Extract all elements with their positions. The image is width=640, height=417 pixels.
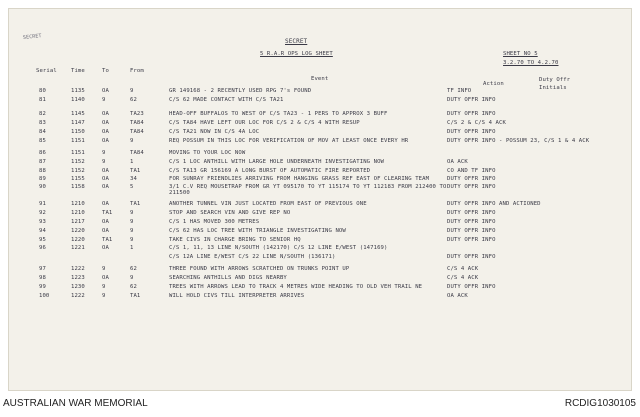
- serial-cell: 98: [39, 275, 46, 281]
- time-cell: 1217: [71, 219, 85, 225]
- sheet-number: SHEET NO 5: [503, 51, 538, 57]
- time-cell: 1147: [71, 120, 85, 126]
- to-cell: OA: [102, 129, 109, 135]
- column-header-from: From: [130, 68, 144, 74]
- action-cell: CO AND TF INFO: [447, 168, 496, 174]
- serial-cell: 91: [39, 201, 46, 207]
- serial-cell: 82: [39, 111, 46, 117]
- action-cell: C/S 2 & C/S 4 ACK: [447, 120, 506, 126]
- action-cell: DUTY OFFR INFO: [447, 129, 496, 135]
- column-header-initials: Initials: [539, 85, 567, 91]
- from-cell: TA84: [130, 150, 144, 156]
- time-cell: 1222: [71, 293, 85, 299]
- serial-cell: 86: [39, 150, 46, 156]
- serial-cell: 94: [39, 228, 46, 234]
- event-cell: STOP AND SEARCH VIN AND GIVE REP NO: [169, 210, 291, 216]
- to-cell: OA: [102, 228, 109, 234]
- to-cell: OA: [102, 275, 109, 281]
- time-cell: 1158: [71, 184, 85, 190]
- from-cell: TA1: [130, 201, 141, 207]
- serial-cell: 81: [39, 97, 46, 103]
- to-cell: 9: [102, 284, 106, 290]
- serial-cell: 100: [39, 293, 50, 299]
- from-cell: 9: [130, 210, 134, 216]
- to-cell: TA1: [102, 237, 113, 243]
- time-cell: 1223: [71, 275, 85, 281]
- time-cell: 1140: [71, 97, 85, 103]
- event-cell: REQ POSSUM IN THIS LOC FOR VERIFICATION OF MOV AT LEAST ONCE EVERY HR: [169, 138, 409, 144]
- to-cell: TA1: [102, 210, 113, 216]
- from-cell: 9: [130, 228, 134, 234]
- event-cell: ANOTHER TUNNEL VIN JUST LOCATED FROM EAST OF PREVIOUS ONE: [169, 201, 367, 207]
- footer-archive-name: AUSTRALIAN WAR MEMORIAL: [3, 398, 148, 409]
- event-cell: SEARCHING ANTHILLS AND DIGS NEARBY: [169, 275, 287, 281]
- from-cell: 9: [130, 138, 134, 144]
- from-cell: TA23: [130, 111, 144, 117]
- to-cell: OA: [102, 111, 109, 117]
- to-cell: OA: [102, 176, 109, 182]
- action-cell: DUTY OFFR INFO AND ACTIONED: [447, 201, 541, 207]
- event-cell: TAKE CIVS IN CHARGE BRING TO SENIOR HQ: [169, 237, 301, 243]
- column-header-action: Action: [483, 81, 504, 87]
- from-cell: 62: [130, 284, 137, 290]
- to-cell: 9: [102, 266, 106, 272]
- time-cell: 1150: [71, 129, 85, 135]
- from-cell: TA1: [130, 293, 141, 299]
- action-cell: DUTY OFFR INFO: [447, 284, 496, 290]
- to-cell: OA: [102, 201, 109, 207]
- time-cell: 1221: [71, 245, 85, 251]
- action-cell: DUTY OFFR INFO: [447, 111, 496, 117]
- to-cell: 9: [102, 159, 106, 165]
- from-cell: 9: [130, 88, 134, 94]
- from-cell: 62: [130, 97, 137, 103]
- action-cell: TF INFO: [447, 88, 472, 94]
- from-cell: 1: [130, 245, 134, 251]
- serial-cell: 84: [39, 129, 46, 135]
- from-cell: 9: [130, 275, 134, 281]
- from-cell: TA1: [130, 168, 141, 174]
- event-cell: THREE FOUND WITH ARROWS SCRATCHED ON TRUNKS POINT UP: [169, 266, 350, 272]
- event-cell: C/S TA21 NOW IN C/S 4A LOC: [169, 129, 260, 135]
- serial-cell: 92: [39, 210, 46, 216]
- sheet-date: 3.2.70 TO 4.2.70: [503, 60, 559, 66]
- event-cell: GR 149168 - 2 RECENTLY USED RPG 7's FOUND: [169, 88, 312, 94]
- event-cell: C/S TA13 GR 156169 A LONG BURST OF AUTOMATIC FIRE REPORTED: [169, 168, 371, 174]
- from-cell: 9: [130, 219, 134, 225]
- to-cell: OA: [102, 120, 109, 126]
- column-header-event: Event: [311, 76, 329, 82]
- time-cell: 1230: [71, 284, 85, 290]
- to-cell: 9: [102, 97, 106, 103]
- serial-cell: 97: [39, 266, 46, 272]
- serial-cell: 95: [39, 237, 46, 243]
- time-cell: 1210: [71, 201, 85, 207]
- serial-cell: 99: [39, 284, 46, 290]
- serial-cell: 83: [39, 120, 46, 126]
- from-cell: 34: [130, 176, 137, 182]
- serial-cell: 96: [39, 245, 46, 251]
- column-header-serial: Serial: [36, 68, 57, 74]
- action-cell: DUTY OFFR INFO: [447, 228, 496, 234]
- serial-cell: 93: [39, 219, 46, 225]
- action-cell: OA ACK: [447, 293, 468, 299]
- from-cell: 9: [130, 237, 134, 243]
- event-cell: C/S 62 HAS LOC TREE WITH TRIANGLE INVESTIGATING NOW: [169, 228, 346, 234]
- action-cell: OA ACK: [447, 159, 468, 165]
- from-cell: TA84: [130, 120, 144, 126]
- time-cell: 1210: [71, 210, 85, 216]
- event-cell: HEAD-OFF BUFFALOS TO WEST OF C/S TA23 - 1 PERS TO APPROX 3 BUFF: [169, 111, 388, 117]
- time-cell: 1151: [71, 150, 85, 156]
- serial-cell: 85: [39, 138, 46, 144]
- to-cell: 9: [102, 293, 106, 299]
- serial-cell: 88: [39, 168, 46, 174]
- document-page: [8, 8, 632, 391]
- event-cell: MOVING TO YOUR LOC NOW: [169, 150, 246, 156]
- time-cell: 1152: [71, 159, 85, 165]
- serial-cell: 90: [39, 184, 46, 190]
- action-cell: DUTY OFFR INFO: [447, 210, 496, 216]
- serial-cell: 87: [39, 159, 46, 165]
- to-cell: OA: [102, 138, 109, 144]
- action-cell: DUTY OFFR INFO - POSSUM 23, C/S 1 & 4 ACK: [447, 138, 590, 144]
- action-cell: C/S 4 ACK: [447, 275, 479, 281]
- from-cell: TA84: [130, 129, 144, 135]
- action-cell: DUTY OFFR INFO: [447, 219, 496, 225]
- event-cell: 3/1 C.V REQ MOUSETRAP FROM GR YT 095170 TO YT 115174 TO YT 112183 FROM 212400 TO 211500: [169, 184, 447, 196]
- classification-label: SECRET: [285, 38, 308, 45]
- event-cell: C/S 12A LINE E/WEST C/S 22 LINE N/SOUTH (136171): [169, 254, 336, 260]
- to-cell: OA: [102, 219, 109, 225]
- time-cell: 1155: [71, 176, 85, 182]
- time-cell: 1222: [71, 266, 85, 272]
- action-cell: DUTY OFFR INFO: [447, 97, 496, 103]
- to-cell: OA: [102, 184, 109, 190]
- action-cell: DUTY OFFR INFO: [447, 254, 496, 260]
- action-cell: DUTY OFFR INFO: [447, 176, 496, 182]
- to-cell: 9: [102, 150, 106, 156]
- corner-stamp: SECRET: [22, 33, 42, 41]
- event-cell: C/S TA84 HAVE LEFT OUR LOC FOR C/S 2 & C/S 4 WITH RESUP: [169, 120, 360, 126]
- action-cell: C/S 4 ACK: [447, 266, 479, 272]
- serial-cell: 80: [39, 88, 46, 94]
- time-cell: 1220: [71, 228, 85, 234]
- event-cell: C/S 62 MADE CONTACT WITH C/S TA21: [169, 97, 284, 103]
- time-cell: 1152: [71, 168, 85, 174]
- column-header-time: Time: [71, 68, 85, 74]
- time-cell: 1145: [71, 111, 85, 117]
- action-cell: DUTY OFFR INFO: [447, 237, 496, 243]
- time-cell: 1135: [71, 88, 85, 94]
- footer-record-id: RCDIG1030105: [564, 398, 636, 409]
- serial-cell: 89: [39, 176, 46, 182]
- from-cell: 1: [130, 159, 134, 165]
- column-header-duty-offr: Duty Offr: [539, 77, 571, 83]
- event-cell: C/S 1 LOC ANTHILL WITH LARGE HOLE UNDERNEATH INVESTIGATING NOW: [169, 159, 384, 165]
- action-cell: DUTY OFFR INFO: [447, 184, 496, 190]
- event-cell: TREES WITH ARROWS LEAD TO TRACK 4 METRES WIDE HEADING TO OLD VEH TRAIL NE: [169, 284, 423, 290]
- to-cell: OA: [102, 168, 109, 174]
- column-header-to: To: [102, 68, 109, 74]
- document-title: 5 R.A.R OPS LOG SHEET: [260, 51, 333, 57]
- event-cell: C/S 1, 11, 13 LINE N/SOUTH (142170) C/S 12 LINE E/WEST (147169): [169, 245, 388, 251]
- to-cell: OA: [102, 245, 109, 251]
- to-cell: OA: [102, 88, 109, 94]
- event-cell: WILL HOLD CIVS TILL INTERPRETER ARRIVES: [169, 293, 305, 299]
- from-cell: 62: [130, 266, 137, 272]
- time-cell: 1151: [71, 138, 85, 144]
- time-cell: 1220: [71, 237, 85, 243]
- from-cell: 5: [130, 184, 134, 190]
- event-cell: FOR SUNRAY FRIENDLIES ARRIVING FROM HANGING GRASS REF EAST OF CLEARING TEAM: [169, 176, 430, 182]
- event-cell: C/S 1 HAS MOVED 300 METRES: [169, 219, 260, 225]
